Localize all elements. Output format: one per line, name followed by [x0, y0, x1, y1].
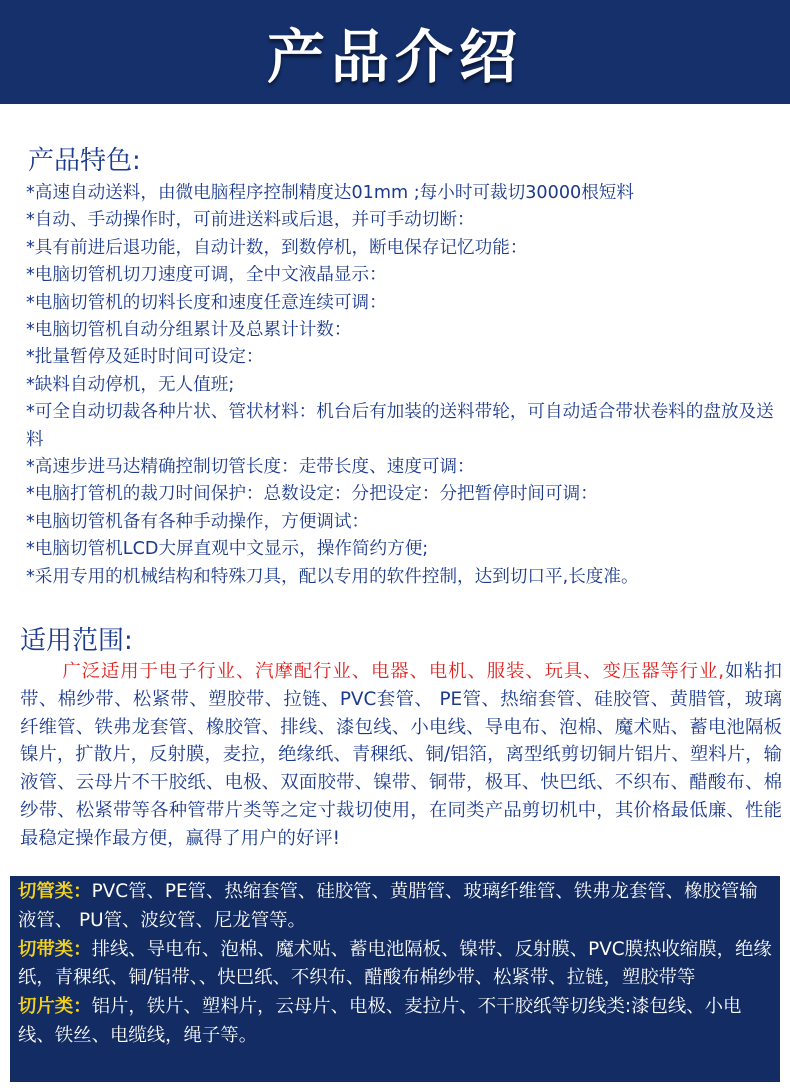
feature-item: *自动、手动操作时，可前进送料或后退，并可手动切断：	[26, 210, 475, 231]
category-sheets	[18, 993, 772, 1051]
category-pipes	[18, 878, 772, 936]
scope-paragraph	[20, 658, 782, 853]
feature-item: *电脑打管机的裁刀时间保护：总数设定：分把设定：分把暂停时间可调：	[26, 484, 598, 505]
feature-item: *采用专用的机械结构和特殊刀具，配以专用的软件控制，达到切口平,长度准。	[26, 566, 639, 587]
scope-highlight: 广泛适用于电子行业、汽摩配行业、电器、电机、服装、玩具、变压器等行业,	[62, 661, 725, 682]
category-tapes	[18, 936, 772, 994]
scope-heading: 适用范围:	[20, 626, 133, 656]
category-label: 切片类：	[18, 996, 92, 1018]
feature-item: *高速步进马达精确控制切管长度：走带长度、速度可调：	[26, 457, 475, 478]
cutting-categories-box	[10, 876, 780, 1082]
feature-item: *具有前进后退功能，自动计数，到数停机，断电保存记忆功能：	[26, 237, 528, 258]
header-banner	[0, 0, 790, 104]
feature-item: *电脑切管机自动分组累计及总累计计数：	[26, 320, 352, 341]
features-heading: 产品特色:	[28, 146, 141, 176]
category-label: 切管类：	[18, 881, 92, 902]
features-list	[26, 180, 784, 591]
category-text: PVC管、PE管、热缩套管、硅胶管、黄腊管、玻璃纤维管、铁弗龙套管、橡胶管输液管、 PU管、波纹管、尼龙管等。	[18, 881, 758, 931]
page-title: 产品介绍	[266, 23, 523, 91]
feature-item: *可全自动切裁各种片状、管状材料：机台后有加装的送料带轮，可自动适合带状卷料的盘放及送料	[26, 402, 774, 450]
feature-item: *缺料自动停机，无人值班;	[26, 374, 235, 395]
feature-item: *批量暂停及延时时间可设定：	[26, 347, 264, 368]
category-text: 排线、导电布、泡棉、魔术贴、蓄电池隔板、镍带、反射膜、PVC膜热收缩膜，绝缘纸，青稞纸、铜/铝带、、快巴纸、不织布、醋酸布棉纱带、松紧带、拉链，塑胶带等	[18, 938, 772, 989]
feature-item: *高速自动送料，由微电脑程序控制精度达01mm ;每小时可裁切30000根短料	[26, 183, 634, 203]
category-label: 切带类：	[18, 938, 92, 960]
category-text: 铝片，铁片、塑料片，云母片、电极、麦拉片、不干胶纸等切线类:漆包线、小电线、铁丝、电缆线，绳子等。	[18, 996, 742, 1046]
feature-item: *电脑切管机切刀速度可调，全中文液晶显示：	[26, 265, 387, 286]
feature-item: *电脑切管机备有各种手动操作，方便调试：	[26, 511, 370, 532]
feature-item: *电脑切管机LCD大屏直观中文显示，操作简约方便;	[26, 539, 429, 560]
feature-item: *电脑切管机的切料长度和速度任意连续可调：	[26, 292, 387, 313]
scope-body: 如粘扣带、棉纱带、松紧带、塑胶带、拉链、PVC套管、 PE管、热缩套管、硅胶管、黄腊管，玻璃纤维管、铁弗龙套管、橡胶管、排线、漆包线、小电线、导电布、泡棉、魔术贴、蓄电池隔板镍片，扩散片，反射膜，麦拉，绝缘纸、青稞纸、铜/铝箔，离型纸剪切铜片铝片、塑料片，输液管、云母片不干胶纸、电极、双面胶带、镍带、铜带，极耳、快巴纸、不织布、醋酸布、棉纱带、松紧带等各种管带片类等之定寸裁切使用，在同类产品剪切机中，其价格最低廉、性能最稳定操作最方便，赢得了用户的好评!	[20, 661, 782, 849]
